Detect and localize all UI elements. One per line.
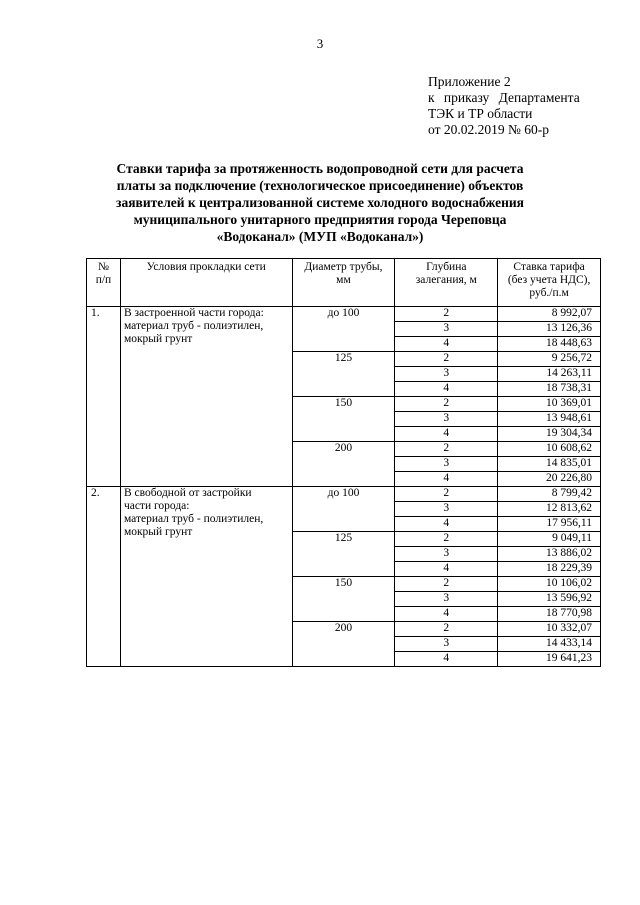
pipe-diameter: 125 [292,532,395,577]
header-diameter [292,259,395,307]
header-text: (без учета НДС), [507,274,591,286]
tariff-rate: 12 813,62 [498,502,601,517]
header-num [87,259,121,307]
burial-depth: 2 [395,577,498,592]
tariff-rate: 13 596,92 [498,592,601,607]
conditions-line: В застроенной части города: [123,307,264,319]
burial-depth: 4 [395,517,498,532]
burial-depth: 2 [395,532,498,547]
title-line: муниципального унитарного предприятия города Череповца [133,212,507,227]
burial-depth: 4 [395,427,498,442]
burial-depth: 4 [395,472,498,487]
tariff-rate: 9 049,11 [498,532,601,547]
tariff-rate: 14 433,14 [498,637,601,652]
header-text: мм [336,274,351,286]
section-number: 2. [87,487,121,667]
burial-depth: 2 [395,307,498,322]
tariff-rate: 13 886,02 [498,547,601,562]
title-line: «Водоканал» (МУП «Водоканал») [216,229,424,244]
header-depth [395,259,498,307]
tariff-rate: 10 332,07 [498,622,601,637]
burial-depth: 3 [395,367,498,382]
pipe-diameter: 200 [292,442,395,487]
pipe-diameter: 125 [292,352,395,397]
page-number: 3 [316,36,324,51]
appendix-line: Приложение 2 [428,74,511,89]
conditions-line: части города: [123,500,190,512]
tariff-rate: 8 799,42 [498,487,601,502]
burial-depth: 4 [395,652,498,667]
pipe-diameter: до 100 [292,307,395,352]
tariff-rate: 19 641,23 [498,652,601,667]
tariff-rate: 8 992,07 [498,307,601,322]
section-conditions [120,487,292,667]
appendix-block [428,74,580,138]
appendix-line: ТЭК и ТР области [428,106,533,121]
burial-depth: 4 [395,607,498,622]
header-text: Глубина [426,261,467,273]
burial-depth: 3 [395,637,498,652]
tariff-rate: 13 948,61 [498,412,601,427]
burial-depth: 2 [395,397,498,412]
tariff-rate: 17 956,11 [498,517,601,532]
pipe-diameter: 200 [292,622,395,667]
burial-depth: 3 [395,412,498,427]
pipe-diameter: до 100 [292,487,395,532]
table-header-row [87,259,601,307]
section-conditions [120,307,292,487]
burial-depth: 2 [395,622,498,637]
tariff-rate: 13 126,36 [498,322,601,337]
pipe-diameter: 150 [292,397,395,442]
appendix-line: от 20.02.2019 № 60-р [428,122,549,137]
burial-depth: 3 [395,457,498,472]
header-rate [498,259,601,307]
burial-depth: 3 [395,592,498,607]
conditions-line: В свободной от застройки [123,487,252,499]
header-text: Диаметр трубы, [304,261,383,273]
tariff-rate: 18 229,39 [498,562,601,577]
burial-depth: 4 [395,337,498,352]
tariff-rate: 20 226,80 [498,472,601,487]
header-text: Условия прокладки сети [146,261,266,273]
burial-depth: 2 [395,352,498,367]
conditions-line: материал труб - полиэтилен, [123,513,264,525]
tariff-rate: 18 448,63 [498,337,601,352]
tariff-rate: 9 256,72 [498,352,601,367]
tariff-rate: 10 369,01 [498,397,601,412]
tariff-rate: 18 738,31 [498,382,601,397]
table-row [87,307,601,322]
conditions-line: мокрый грунт [123,526,193,538]
pipe-diameter: 150 [292,577,395,622]
burial-depth: 4 [395,382,498,397]
tariff-rate: 18 770,98 [498,607,601,622]
burial-depth: 3 [395,547,498,562]
header-conditions [120,259,292,307]
tariff-table-body [87,307,601,667]
burial-depth: 2 [395,442,498,457]
burial-depth: 4 [395,562,498,577]
tariff-rate: 19 304,34 [498,427,601,442]
tariff-table [86,258,601,667]
conditions-line: мокрый грунт [123,333,193,345]
header-text: п/п [95,274,112,286]
title-line: Ставки тарифа за протяженность водопроводной сети для расчета [116,161,524,176]
appendix-line: к приказу Департамента [428,90,580,105]
tariff-rate: 14 835,01 [498,457,601,472]
title-line: заявителей к централизованной системе холодного водоснабжения [116,195,524,210]
conditions-line: материал труб - полиэтилен, [123,320,264,332]
tariff-rate: 14 263,11 [498,367,601,382]
header-text: Ставка тарифа [513,261,585,273]
document-title [90,160,550,245]
tariff-rate: 10 106,02 [498,577,601,592]
header-text: руб./п.м [529,287,569,299]
header-text: № [97,261,109,273]
title-line: платы за подключение (технологическое присоединение) объектов [116,178,524,193]
section-number: 1. [87,307,121,487]
burial-depth: 3 [395,502,498,517]
burial-depth: 2 [395,487,498,502]
table-row [87,487,601,502]
burial-depth: 3 [395,322,498,337]
tariff-rate: 10 608,62 [498,442,601,457]
header-text: залегания, м [415,274,477,286]
